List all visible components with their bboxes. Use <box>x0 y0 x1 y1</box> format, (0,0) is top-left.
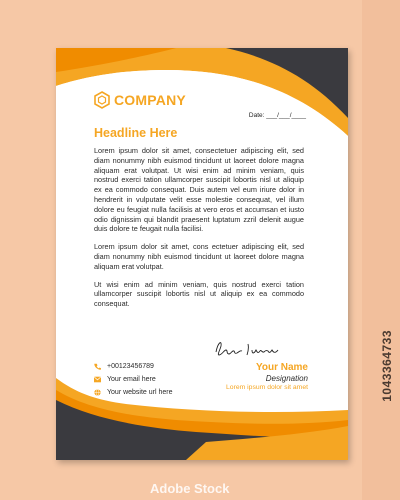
signature-block <box>188 338 308 391</box>
envelope-icon <box>94 376 101 383</box>
phone-icon <box>94 363 101 370</box>
hexagon-cube-icon <box>94 91 110 109</box>
contact-email-text: Your email here <box>107 376 156 383</box>
paragraph: Lorem ipsum dolor sit amet, consectetuer adipiscing elit, sed diam nonummy nibh euismod tincidunt ut laoreet dolore magna aliquam erat volutpat. Ut wisi enim ad minim veniam, quis nostrud exerci tation ullamcorper suscipit lobortis nisl ut aliquip ex ea commodo consequat. Duis autem vel eum iriure dolor in hendrerit in vulputate velit esse molestie consequat, vel illum dolore eu feugiat nulla facilisis at vero eros et accumsan et iusto odio dignissim qui blandit praesent luptatum zzril delenit augue duis dolore te feugait nulla facilisi. <box>94 146 304 234</box>
signer-name: Your Name <box>255 362 308 373</box>
contact-email <box>94 373 173 386</box>
date-field: Date: ___/___/____ <box>248 112 306 119</box>
letterhead-page <box>56 48 348 460</box>
handwritten-signature <box>212 338 282 360</box>
signer-designation: Designation <box>265 374 308 383</box>
headline: Headline Here <box>94 126 178 140</box>
company-name: COMPANY <box>114 92 186 108</box>
contact-website-text: Your website url here <box>107 389 173 396</box>
paragraph: Lorem ipsum dolor sit amet, cons ectetuer adipiscing elit, sed diam nonummy nibh euismod tincidunt ut laoreet dolore magna aliquam erat volutpat. <box>94 242 304 271</box>
watermark-strip <box>362 0 400 500</box>
paragraph: Ut wisi enim ad minim veniam, quis nostrud exerci tation ullamcorper suscipit lobortis nisl ut aliquip ex ea commodo consequat. <box>94 279 304 309</box>
contact-list <box>94 360 173 399</box>
signer-tagline: Lorem ipsum dolor sit amet <box>226 384 308 391</box>
stock-watermark: Adobe Stock <box>150 481 230 496</box>
contact-website <box>94 386 173 399</box>
watermark-id: 1043364733 <box>380 330 394 402</box>
contact-phone <box>94 360 173 373</box>
contact-phone-text: +00123456789 <box>107 363 154 370</box>
body-text <box>94 146 304 317</box>
company-logo <box>94 90 186 110</box>
globe-icon <box>94 389 101 396</box>
